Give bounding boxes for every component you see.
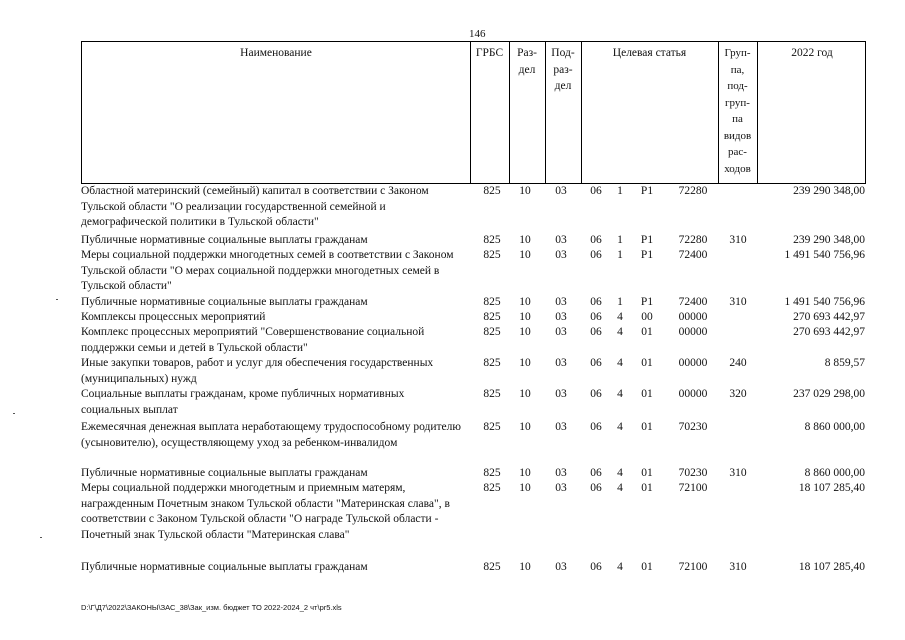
cell-grbs: 825 <box>483 296 501 308</box>
row-name: Публичные нормативные социальные выплаты гражданам <box>81 234 368 246</box>
cell-cs3: P1 <box>640 296 654 308</box>
table-body <box>81 184 866 576</box>
row-name: Иные закупки товаров, работ и услуг для обеспечения государственных (муниципальных) нужд <box>81 357 434 385</box>
header-razdel <box>509 45 545 78</box>
scan-mark <box>40 537 42 538</box>
header-target-article: Целевая статья <box>612 47 687 59</box>
table-header <box>81 41 866 184</box>
cell-cs1: 06 <box>590 561 602 573</box>
file-path-footer: D:\Г\Д7\2022\ЗАКОНЫ\ЗАС_38\Зак_изм. бюджет ТО 2022-2024_2 чт\pr5.xls <box>81 603 342 612</box>
cell-cs4: 72100 <box>678 482 708 494</box>
cell-cs4: 00000 <box>678 388 708 400</box>
header-expense-group <box>718 45 757 177</box>
cell-cs3: P1 <box>640 234 654 246</box>
cell-cs4: 00000 <box>678 357 708 369</box>
cell-cs3: 01 <box>641 388 653 400</box>
cell-razdel: 10 <box>519 326 531 338</box>
cell-amount: 18 107 285,40 <box>798 561 865 573</box>
cell-grbs: 825 <box>483 388 501 400</box>
header-text-line: Под- <box>551 47 575 59</box>
header-podrazdel <box>545 45 581 95</box>
cell-vr: 310 <box>729 296 747 308</box>
cell-grbs: 825 <box>483 467 501 479</box>
header-text-line: Раз- <box>517 47 537 59</box>
cell-vr: 310 <box>729 234 747 246</box>
cell-cs1: 06 <box>590 467 602 479</box>
cell-cs1: 06 <box>590 326 602 338</box>
header-text-line: груп- <box>725 96 750 109</box>
cell-grbs: 825 <box>483 561 501 573</box>
cell-cs4: 70230 <box>678 421 708 433</box>
cell-grbs: 825 <box>483 357 501 369</box>
cell-cs1: 06 <box>590 421 602 433</box>
cell-podrazdel: 03 <box>555 467 567 479</box>
cell-vr: 310 <box>729 561 747 573</box>
cell-cs4: 72100 <box>678 561 708 573</box>
cell-cs2: 1 <box>617 249 623 261</box>
cell-podrazdel: 03 <box>555 421 567 433</box>
cell-cs1: 06 <box>590 388 602 400</box>
cell-amount: 1 491 540 756,96 <box>784 296 865 308</box>
row-name: Областной материнский (семейный) капитал в соответствии с Законом Тульской области "О реализации государственной семейной и демографической политики в Тульской области" <box>81 185 429 228</box>
cell-grbs: 825 <box>483 421 501 433</box>
cell-cs1: 06 <box>590 296 602 308</box>
cell-cs3: P1 <box>640 249 654 261</box>
cell-cs2: 4 <box>617 311 623 323</box>
cell-podrazdel: 03 <box>555 388 567 400</box>
cell-grbs: 825 <box>483 185 501 197</box>
cell-cs3: 01 <box>641 561 653 573</box>
cell-vr: 240 <box>729 357 747 369</box>
cell-razdel: 10 <box>519 482 531 494</box>
cell-cs1: 06 <box>590 249 602 261</box>
cell-cs3: P1 <box>640 185 654 197</box>
cell-razdel: 10 <box>519 249 531 261</box>
cell-amount: 8 860 000,00 <box>804 421 865 433</box>
header-text-line: раз- <box>553 63 573 76</box>
cell-cs2: 1 <box>617 185 623 197</box>
table-row <box>81 248 866 295</box>
cell-amount: 8 860 000,00 <box>804 467 865 479</box>
cell-cs2: 4 <box>617 482 623 494</box>
cell-podrazdel: 03 <box>555 249 567 261</box>
header-text-line: видов <box>723 129 752 142</box>
row-name: Комплекс процессных мероприятий "Совершенствование социальной поддержки семьи и детей в Тульской области" <box>81 326 425 354</box>
table-row <box>81 184 866 233</box>
scan-mark <box>13 413 15 414</box>
cell-amount: 8 859,57 <box>824 357 865 369</box>
cell-grbs: 825 <box>483 311 501 323</box>
cell-cs1: 06 <box>590 185 602 197</box>
col-divider <box>470 42 471 183</box>
cell-cs3: 01 <box>641 421 653 433</box>
cell-podrazdel: 03 <box>555 326 567 338</box>
cell-podrazdel: 03 <box>555 185 567 197</box>
cell-podrazdel: 03 <box>555 561 567 573</box>
table-row <box>81 560 866 576</box>
cell-cs1: 06 <box>590 482 602 494</box>
cell-grbs: 825 <box>483 249 501 261</box>
cell-cs2: 4 <box>617 561 623 573</box>
cell-podrazdel: 03 <box>555 357 567 369</box>
header-text-line: па <box>732 113 743 125</box>
header-text-line: дел <box>518 63 536 76</box>
table-row <box>81 420 866 466</box>
cell-razdel: 10 <box>519 357 531 369</box>
cell-razdel: 10 <box>519 311 531 323</box>
cell-cs4: 00000 <box>678 326 708 338</box>
cell-cs4: 72400 <box>678 296 708 308</box>
table-row <box>81 233 866 248</box>
cell-vr: 320 <box>729 388 747 400</box>
cell-razdel: 10 <box>519 234 531 246</box>
cell-cs3: 01 <box>641 357 653 369</box>
cell-amount: 270 693 442,97 <box>793 326 865 338</box>
header-text-line: под- <box>727 80 748 92</box>
cell-podrazdel: 03 <box>555 234 567 246</box>
cell-cs2: 4 <box>617 326 623 338</box>
header-text-line: ходов <box>724 162 751 175</box>
cell-grbs: 825 <box>483 482 501 494</box>
cell-cs2: 4 <box>617 357 623 369</box>
table-row <box>81 295 866 310</box>
header-name: Наименование <box>240 47 312 59</box>
cell-cs3: 01 <box>641 467 653 479</box>
table-row <box>81 356 866 387</box>
header-year: 2022 год <box>791 47 833 59</box>
table-row <box>81 325 866 356</box>
cell-razdel: 10 <box>519 467 531 479</box>
cell-cs4: 70230 <box>678 467 708 479</box>
row-name: Публичные нормативные социальные выплаты гражданам <box>81 296 368 308</box>
header-text-line: па, <box>730 63 745 76</box>
cell-grbs: 825 <box>483 234 501 246</box>
row-name: Комплексы процессных мероприятий <box>81 311 266 323</box>
row-name: Меры социальной поддержки многодетных семей в соответствии с Законом Тульской области "О мерах социальной поддержки многодетных семей в Тульской области" <box>81 249 454 292</box>
cell-cs3: 00 <box>641 311 653 323</box>
cell-amount: 239 290 348,00 <box>793 185 865 197</box>
row-name: Социальные выплаты гражданам, кроме публичных нормативных социальных выплат <box>81 388 405 416</box>
cell-cs2: 1 <box>617 296 623 308</box>
cell-cs4: 72280 <box>678 234 708 246</box>
header-text-line: дел <box>554 80 572 92</box>
cell-podrazdel: 03 <box>555 482 567 494</box>
table-row <box>81 310 866 325</box>
table-row <box>81 466 866 481</box>
cell-cs4: 00000 <box>678 311 708 323</box>
header-text-line: рас- <box>728 146 747 158</box>
cell-cs1: 06 <box>590 357 602 369</box>
row-name: Публичные нормативные социальные выплаты гражданам <box>81 561 368 573</box>
row-name: Публичные нормативные социальные выплаты гражданам <box>81 467 368 479</box>
cell-vr: 310 <box>729 467 747 479</box>
cell-cs2: 4 <box>617 467 623 479</box>
page-number: 146 <box>469 28 486 40</box>
cell-cs4: 72280 <box>678 185 708 197</box>
cell-amount: 18 107 285,40 <box>798 482 865 494</box>
cell-cs3: 01 <box>641 482 653 494</box>
cell-amount: 237 029 298,00 <box>793 388 865 400</box>
col-divider <box>757 42 758 183</box>
cell-cs1: 06 <box>590 311 602 323</box>
cell-razdel: 10 <box>519 561 531 573</box>
table-row <box>81 481 866 560</box>
scan-mark <box>56 299 58 300</box>
cell-razdel: 10 <box>519 185 531 197</box>
cell-razdel: 10 <box>519 388 531 400</box>
cell-cs4: 72400 <box>678 249 708 261</box>
row-name: Ежемесячная денежная выплата неработающему трудоспособному родителю (усыновителю), осуществляющему уход за ребенком-инвалидом <box>81 421 461 449</box>
cell-amount: 239 290 348,00 <box>793 234 865 246</box>
cell-cs2: 4 <box>617 388 623 400</box>
cell-podrazdel: 03 <box>555 296 567 308</box>
cell-razdel: 10 <box>519 296 531 308</box>
cell-cs2: 1 <box>617 234 623 246</box>
cell-cs3: 01 <box>641 326 653 338</box>
cell-amount: 1 491 540 756,96 <box>784 249 865 261</box>
cell-podrazdel: 03 <box>555 311 567 323</box>
header-grbs: ГРБС <box>475 47 504 59</box>
table-row <box>81 387 866 420</box>
col-divider <box>581 42 582 183</box>
cell-cs2: 4 <box>617 421 623 433</box>
cell-amount: 270 693 442,97 <box>793 311 865 323</box>
header-text-line: Груп- <box>724 47 751 59</box>
cell-grbs: 825 <box>483 326 501 338</box>
cell-cs1: 06 <box>590 234 602 246</box>
cell-razdel: 10 <box>519 421 531 433</box>
row-name: Меры социальной поддержки многодетным и приемным матерям, награжденным Почетным знаком Тульской области "Материнская слава", в соответствии с Законом Тульской области "О награде Тульской области - Почетный знак Тульской области "Материнская слава" <box>81 482 450 541</box>
